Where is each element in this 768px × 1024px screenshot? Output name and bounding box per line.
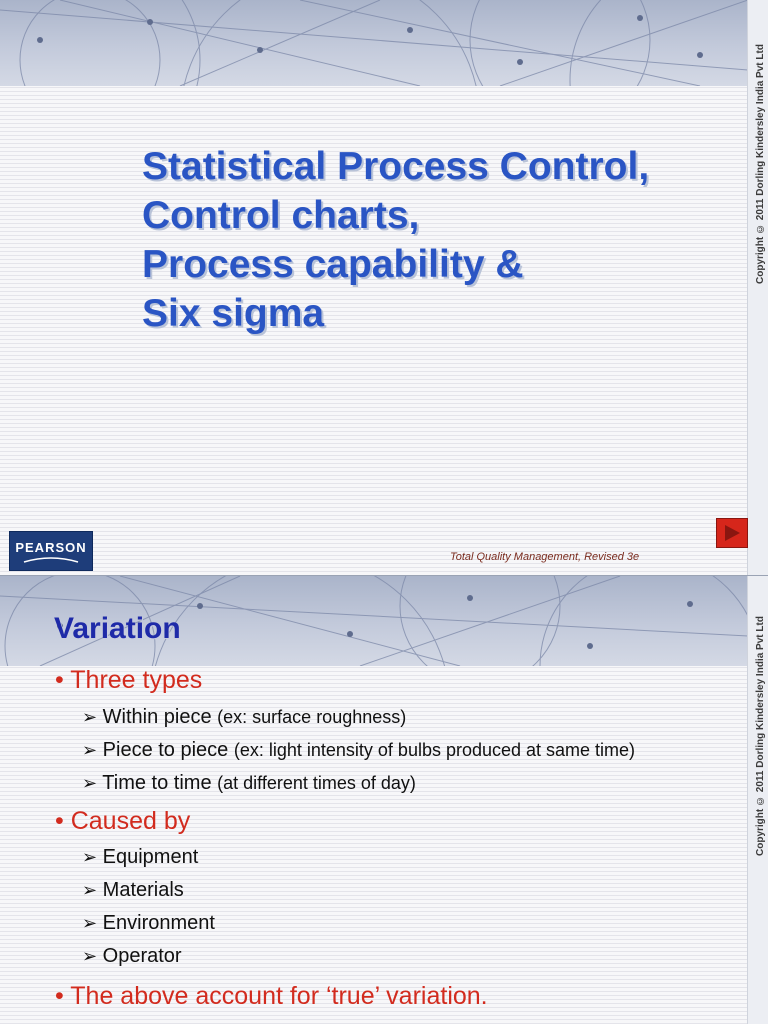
bullet-label: The above account for ‘true’ variation. bbox=[70, 982, 488, 1010]
item-main: Piece to piece bbox=[102, 739, 229, 761]
arrow-marker-icon: ➢ bbox=[82, 740, 98, 760]
play-triangle-icon bbox=[723, 524, 741, 542]
copyright-notice: Copyright © 2011 Dorling Kindersley India Pvt Ltd bbox=[755, 616, 766, 856]
title-line: Control charts, bbox=[142, 194, 420, 237]
item-detail: (ex: surface roughness) bbox=[217, 707, 407, 727]
decorative-orbit-graphic bbox=[0, 0, 748, 86]
pearson-logo-text: PEARSON bbox=[15, 540, 87, 555]
side-strip bbox=[747, 576, 768, 1024]
list-item bbox=[82, 846, 198, 869]
item-main: Equipment bbox=[102, 846, 199, 868]
list-item bbox=[82, 912, 215, 935]
arrow-marker-icon: ➢ bbox=[82, 913, 98, 933]
arrow-marker-icon: ➢ bbox=[82, 707, 98, 727]
next-slide-button[interactable] bbox=[716, 518, 748, 548]
logo-swoosh-icon bbox=[10, 554, 92, 568]
item-main: Operator bbox=[102, 945, 182, 967]
footer-book-title: Total Quality Management, Revised 3e bbox=[450, 551, 640, 563]
arrow-marker-icon: ➢ bbox=[82, 880, 98, 900]
arrow-marker-icon: ➢ bbox=[82, 773, 98, 793]
slide-title-text bbox=[142, 142, 649, 338]
side-strip bbox=[747, 0, 768, 575]
bullet-label: Caused by bbox=[70, 807, 191, 835]
bullet-label: Three types bbox=[70, 666, 203, 694]
pearson-logo bbox=[9, 531, 93, 571]
bullet-true-variation bbox=[55, 982, 488, 1011]
item-main: Time to time bbox=[102, 772, 212, 794]
header-banner bbox=[0, 0, 748, 86]
title-line: Six sigma bbox=[142, 292, 325, 335]
item-detail: (ex: light intensity of bulbs produced at same time) bbox=[233, 740, 636, 760]
bullet-three-types bbox=[55, 666, 202, 695]
slide-variation bbox=[0, 576, 768, 1024]
list-item bbox=[82, 739, 635, 762]
list-item bbox=[82, 772, 416, 795]
slide-heading: Variation bbox=[54, 612, 181, 645]
bullet-caused-by bbox=[55, 807, 190, 836]
list-item bbox=[82, 706, 406, 729]
copyright-notice: Copyright © 2011 Dorling Kindersley India Pvt Ltd bbox=[755, 44, 766, 284]
arrow-marker-icon: ➢ bbox=[82, 946, 98, 966]
arrow-marker-icon: ➢ bbox=[82, 847, 98, 867]
bullet-marker: • bbox=[55, 807, 64, 835]
title-line: Statistical Process Control, bbox=[142, 145, 650, 188]
list-item bbox=[82, 945, 182, 968]
item-detail: (at different times of day) bbox=[217, 773, 416, 793]
bullet-marker: • bbox=[55, 982, 64, 1010]
item-main: Materials bbox=[102, 879, 184, 901]
list-item bbox=[82, 879, 184, 902]
item-main: Within piece bbox=[102, 706, 212, 728]
title-line: Process capability & bbox=[142, 243, 524, 286]
bullet-marker: • bbox=[55, 666, 64, 694]
item-main: Environment bbox=[102, 912, 215, 934]
